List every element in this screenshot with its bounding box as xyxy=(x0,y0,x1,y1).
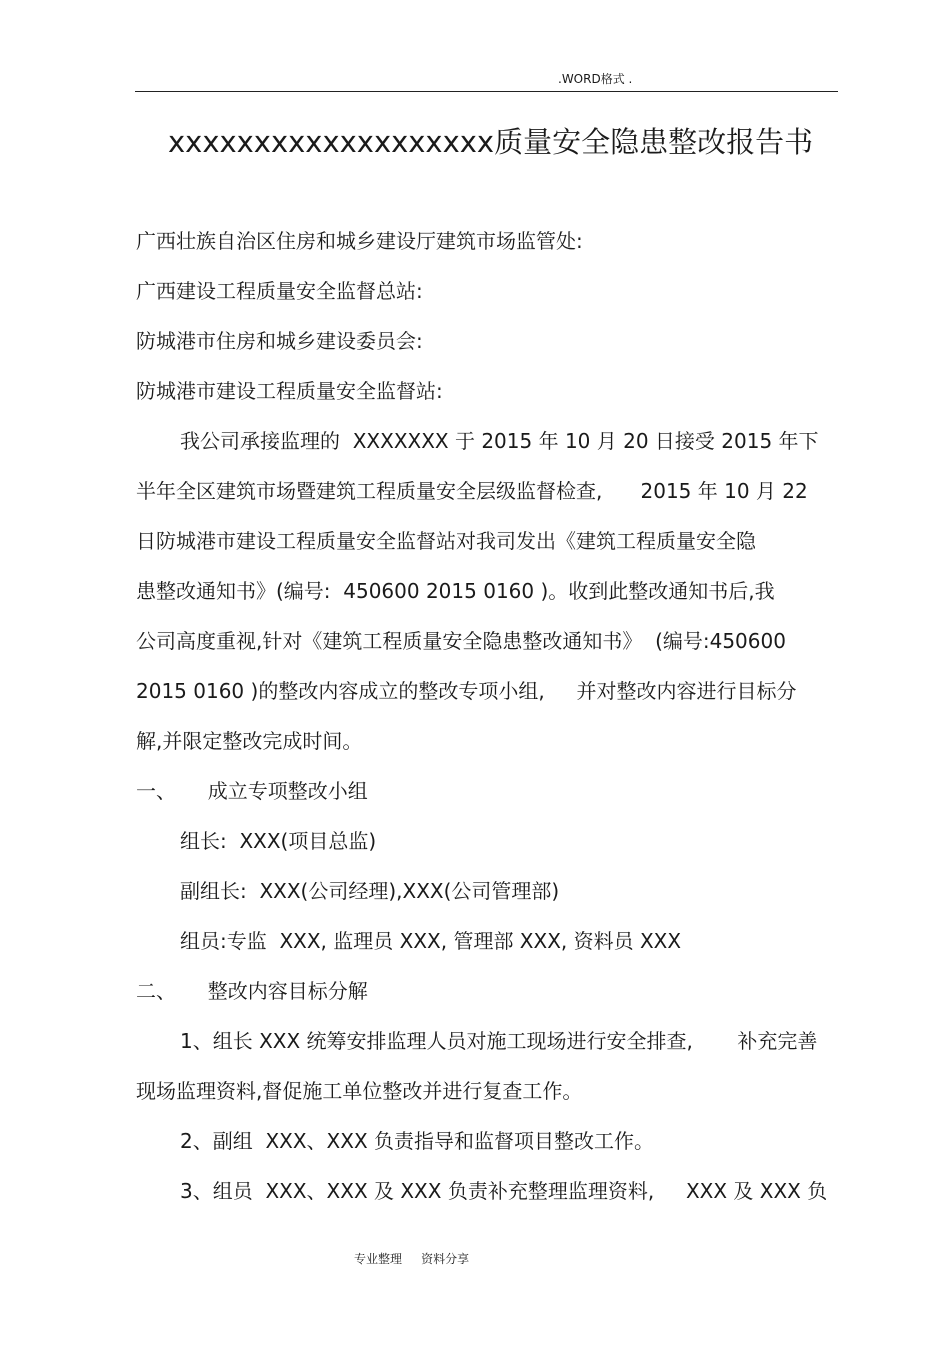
section-heading: 一、 成立专项整改小组 xyxy=(136,779,368,803)
intro-line: 2015 0160 )的整改内容成立的整改专项小组, 并对整改内容进行目标分 xyxy=(136,679,797,703)
intro-line: 公司高度重视,针对《建筑工程质量安全隐患整改通知书》 (编号:450600 xyxy=(136,629,786,653)
members-line: 组员:专监 XXX, 监理员 XXX, 管理部 XXX, 资料员 XXX xyxy=(180,929,682,953)
section-heading: 二、 整改内容目标分解 xyxy=(136,979,368,1003)
intro-line: 患整改通知书》(编号: 450600 2015 0160 )。收到此整改通知书后,我 xyxy=(136,579,775,603)
task-item-line: 2、副组 XXX、XXX 负责指导和监督项目整改工作。 xyxy=(180,1129,655,1153)
intro-line: 解,并限定整改完成时间。 xyxy=(136,729,363,753)
document-title: xxxxxxxxxxxxxxxxxxx质量安全隐患整改报告书 xyxy=(168,125,814,159)
header-tag: .WORD格式 . xyxy=(558,72,633,86)
intro-line: 我公司承接监理的 XXXXXXX 于 2015 年 10 月 20 日接受 2015 年下 xyxy=(180,429,819,453)
task-item-line: 3、组员 XXX、XXX 及 XXX 负责补充整理监理资料, XXX 及 XXX 负 xyxy=(180,1179,828,1203)
addressee-line: 广西建设工程质量安全监督总站: xyxy=(136,279,423,303)
intro-line: 半年全区建筑市场暨建筑工程质量安全层级监督检查, 2015 年 10 月 22 xyxy=(136,479,808,503)
intro-line: 日防城港市建设工程质量安全监督站对我司发出《建筑工程质量安全隐 xyxy=(136,529,756,553)
header-rule xyxy=(135,91,838,92)
task-item-line: 现场监理资料,督促施工单位整改并进行复查工作。 xyxy=(136,1079,583,1103)
footer-tag: 专业整理 资料分享 xyxy=(354,1252,470,1266)
addressee-line: 防城港市住房和城乡建设委员会: xyxy=(136,329,423,353)
addressee-line: 防城港市建设工程质量安全监督站: xyxy=(136,379,443,403)
deputy-leader-line: 副组长: XXX(公司经理),XXX(公司管理部) xyxy=(180,879,560,903)
addressee-line: 广西壮族自治区住房和城乡建设厅建筑市场监管处: xyxy=(136,229,583,253)
task-item-line: 1、组长 XXX 统筹安排监理人员对施工现场进行安全排查, 补充完善 xyxy=(180,1029,818,1053)
group-leader-line: 组长: XXX(项目总监) xyxy=(180,829,377,853)
